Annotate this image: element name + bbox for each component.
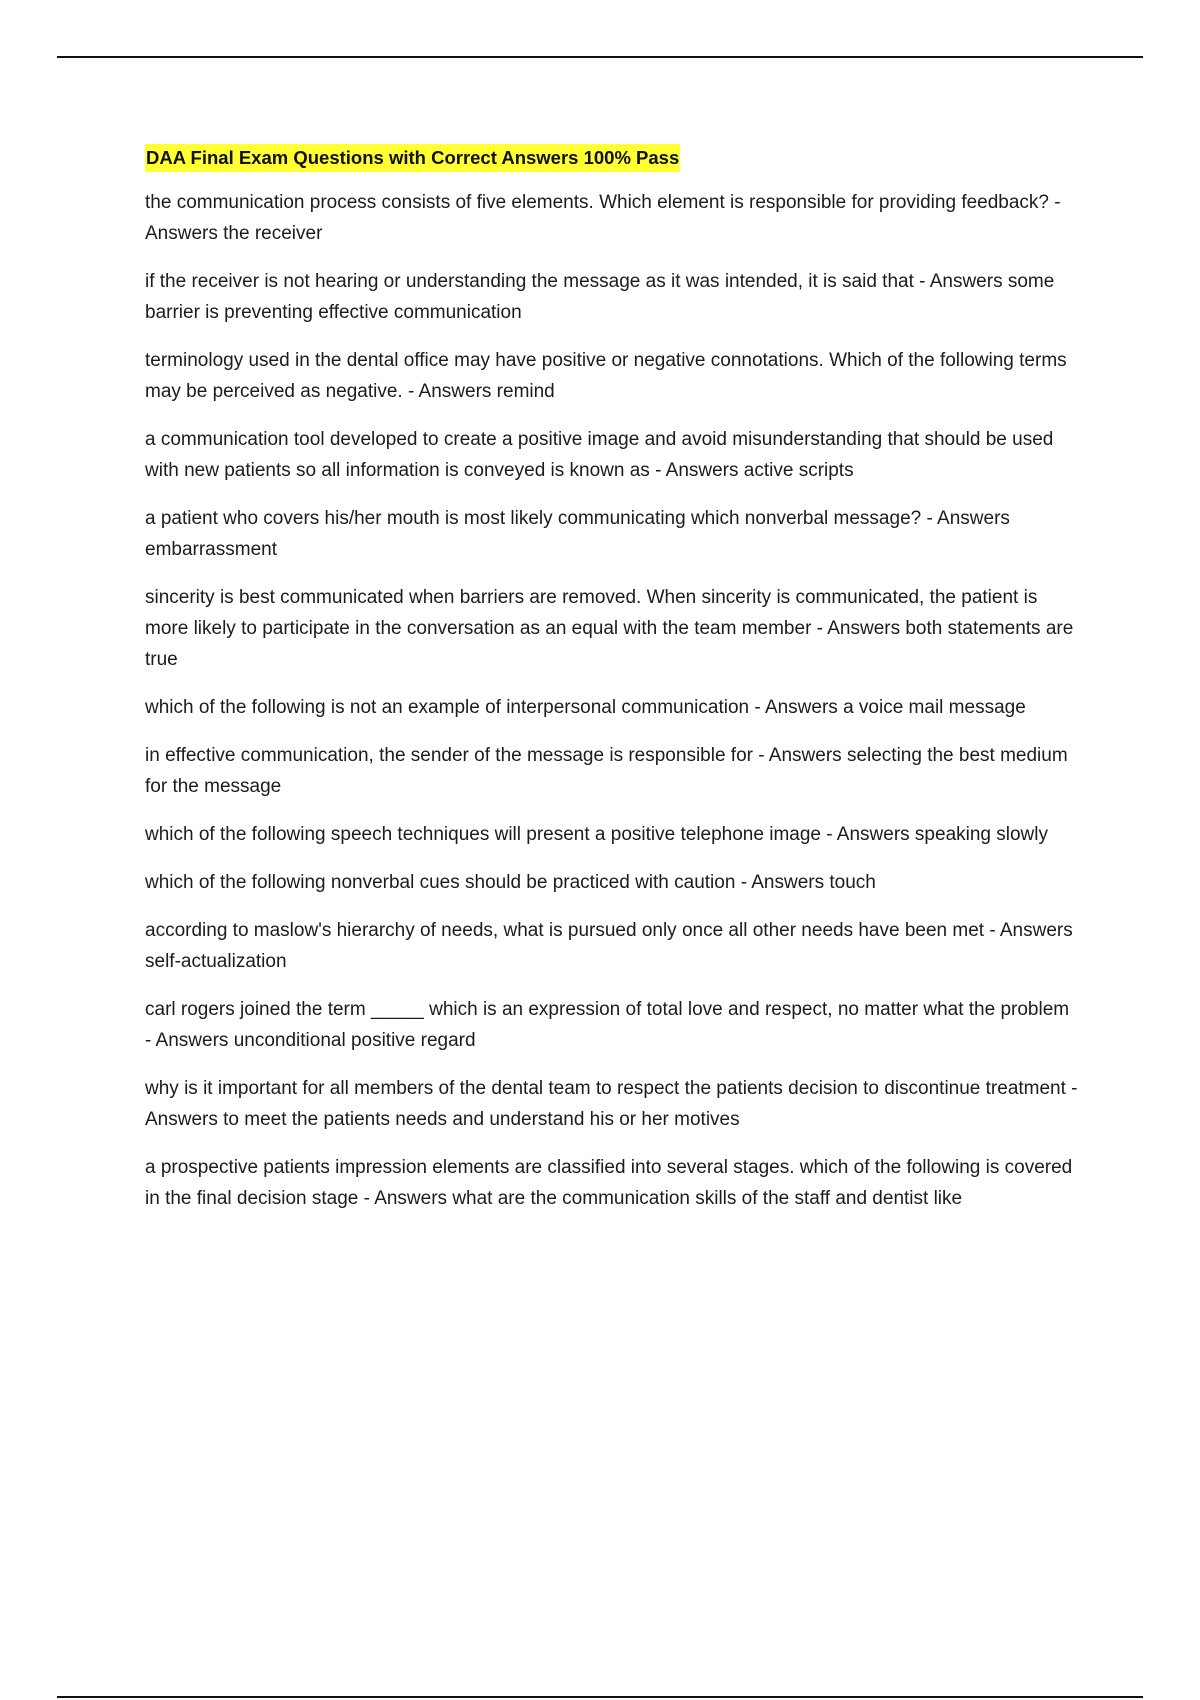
qa-entry: the communication process consists of five elements. Which element is responsible for providing feedback? - Answers the receiver — [145, 192, 1061, 244]
footer-rule — [57, 1696, 1143, 1698]
qa-entry: which of the following nonverbal cues should be practiced with caution - Answers touch — [145, 872, 876, 893]
qa-entry: according to maslow's hierarchy of needs, what is pursued only once all other needs have been met - Answers self-actualization — [145, 920, 1073, 972]
qa-entry: in effective communication, the sender of the message is responsible for - Answers selecting the best medium for the message — [145, 745, 1068, 797]
document-title: DAA Final Exam Questions with Correct Answers 100% Pass — [145, 144, 680, 172]
qa-entry: if the receiver is not hearing or understanding the message as it was intended, it is said that - Answers some barrier is preventing effective communication — [145, 271, 1055, 323]
document-body — [145, 144, 1080, 1231]
qa-entry: a communication tool developed to create a positive image and avoid misunderstanding that should be used with new patients so all information is conveyed is known as - Answers active scripts — [145, 429, 1054, 481]
qa-entry: which of the following speech techniques will present a positive telephone image - Answers speaking slowly — [145, 824, 1049, 845]
qa-list — [145, 187, 1080, 1214]
header-rule — [57, 56, 1143, 58]
qa-entry: why is it important for all members of the dental team to respect the patients decision to discontinue treatment - Answers to meet the patients needs and understand his or her motives — [145, 1078, 1078, 1130]
qa-entry: a patient who covers his/her mouth is most likely communicating which nonverbal message? - Answers embarrassment — [145, 508, 1010, 560]
qa-entry: terminology used in the dental office may have positive or negative connotations. Which of the following terms may be perceived as negative. - Answers remind — [145, 350, 1067, 402]
qa-entry: which of the following is not an example of interpersonal communication - Answers a voice mail message — [145, 697, 1026, 718]
qa-entry: carl rogers joined the term _____ which is an expression of total love and respect, no matter what the problem - Answers unconditional positive regard — [145, 999, 1070, 1051]
qa-entry: a prospective patients impression elements are classified into several stages. which of the following is covered in the final decision stage - Answers what are the communication skills of the staff and dentist like — [145, 1157, 1073, 1209]
qa-entry: sincerity is best communicated when barriers are removed. When sincerity is communicated, the patient is more likely to participate in the conversation as an equal with the team member - Answers both statements are true — [145, 587, 1074, 670]
